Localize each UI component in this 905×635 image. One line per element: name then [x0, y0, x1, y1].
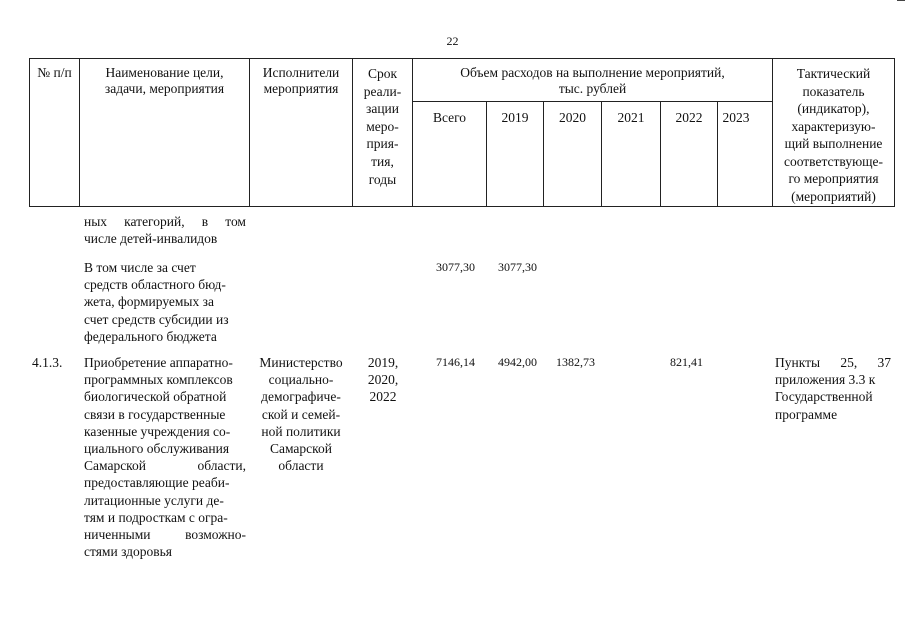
- header-indicator: Тактический показатель (индикатор), характеризую- щий выполнение соответствующе- го мероприятия (мероприятий): [783, 66, 884, 204]
- row-413-2022: 821,41: [670, 355, 703, 369]
- row-continuation-name: ных категорий, в том числе детей-инвалидов: [84, 214, 246, 247]
- header-year-total: Всего: [432, 110, 467, 125]
- row-413-total: 7146,14: [436, 355, 475, 369]
- header-year-2021: 2021: [617, 110, 645, 125]
- header-num: № п/п: [37, 65, 72, 80]
- row-413-number: 4.1.3.: [32, 355, 63, 370]
- header-year-2023: 2023: [722, 110, 750, 125]
- row-regional-2019: 3077,30: [498, 260, 537, 274]
- row-413-executor: Министерство социально- демографиче- ской и семей- ной политики Самарской области: [259, 355, 343, 474]
- header-name: Наименование цели, задачи, мероприятия: [104, 65, 225, 96]
- header-year-2022: 2022: [675, 110, 703, 125]
- header-term: Срок реали- зации меро- прия- тия, годы: [363, 66, 402, 187]
- header-executors: Исполнители мероприятия: [262, 65, 340, 96]
- header-volume: Объем расходов на выполнение мероприятий, тыс. рублей: [460, 65, 725, 96]
- row-413-indicator: Пункты 25, 37 приложения 3.3 к Государственной программе: [775, 355, 891, 422]
- header-year-2020: 2020: [559, 110, 586, 125]
- corner-mark: [897, 0, 905, 1]
- row-regional-total: 3077,30: [436, 260, 475, 274]
- page-number: 22: [446, 34, 459, 48]
- row-regional-budget-name: В том числе за счет средств областного бюд- жета, формируемых за счет средств субсидии из федерального бюджета: [84, 260, 229, 344]
- header-year-2019: 2019: [501, 110, 529, 125]
- row-413-2019: 4942,00: [498, 355, 537, 369]
- row-413-name: Приобретение аппаратно- программных комплексов биологической обратной связи в государственные казенные учреждения со- циального обслуживания Самарской области, предоставляющие реаби- литационные услуги де- тям и подросткам с огра- ниченными возможно- стями здоровья: [84, 355, 246, 560]
- row-413-term: 2019, 2020, 2022: [367, 355, 399, 405]
- row-413-2020: 1382,73: [556, 355, 595, 369]
